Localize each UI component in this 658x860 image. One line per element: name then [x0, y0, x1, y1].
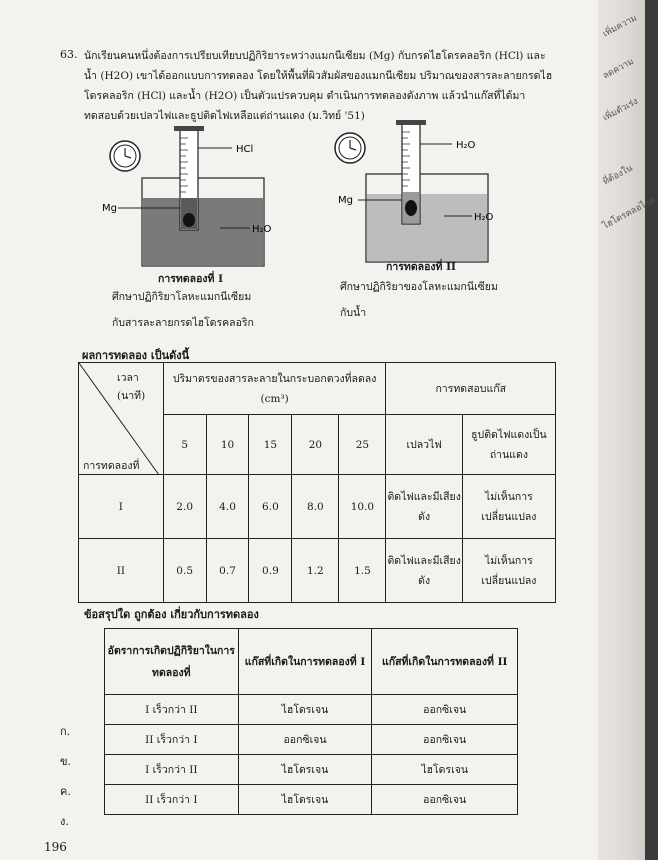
rate-cell: II เร็วกว่า I [105, 785, 239, 815]
h2o-cylinder-label: H₂O [456, 140, 476, 151]
flame-header: เปลวไฟ [386, 415, 462, 475]
table-row [79, 475, 556, 539]
value-cell: 10.0 [339, 475, 386, 539]
exp-cell: II [79, 539, 164, 603]
hcl-label: HCl [236, 144, 254, 155]
gas2-cell: ออกซิเจน [372, 785, 518, 815]
page-number: 196 [44, 840, 67, 854]
gas1-header: แก๊สที่เกิดในการทดลองที่ I [238, 629, 372, 695]
time-10: 10 [206, 415, 249, 475]
question-number: 63. [60, 48, 78, 61]
mg-label: Mg [102, 203, 117, 214]
gas1-cell: ออกซิเจน [238, 725, 372, 755]
time-15: 15 [249, 415, 292, 475]
flame-cell: ติดไฟและมีเสียงดัง [386, 475, 462, 539]
clock-icon [110, 141, 140, 171]
gas2-cell: ออกซิเจน [372, 725, 518, 755]
bleed-text: ไฮโดรคลอไรด [601, 195, 658, 232]
results-table [78, 362, 556, 603]
experiment-1-caption: การทดลองที่ I [158, 273, 223, 285]
mg-label: Mg [338, 195, 353, 206]
prompt-text: ข้อสรุปใด ถูกต้อง เกี่ยวกับการทดลอง [84, 608, 259, 621]
experiment-1-figure [100, 118, 310, 268]
time-25: 25 [339, 415, 386, 475]
answer-table [104, 628, 518, 815]
value-cell: 0.5 [163, 539, 206, 603]
value-cell: 1.5 [339, 539, 386, 603]
results-title: ผลการทดลอง เป็นดังนี้ [82, 349, 190, 362]
table-row [105, 695, 518, 725]
experiment-1-desc-1: ศึกษาปฏิกิริยาโลหะแมกนีเซียม [112, 291, 252, 303]
gas2-header: แก๊สที่เกิดในการทดลองที่ II [372, 629, 518, 695]
beaker-icon [366, 174, 488, 262]
clock-icon [335, 133, 365, 163]
time-20: 20 [292, 415, 339, 475]
choice-label: ค. [60, 785, 71, 798]
value-cell: 2.0 [163, 475, 206, 539]
table-row [105, 785, 518, 815]
rate-header: อัตราการเกิดปฏิกิริยาในการทดลองที่ [105, 629, 239, 695]
time-5: 5 [163, 415, 206, 475]
gas2-cell: ออกซิเจน [372, 695, 518, 725]
value-cell: 0.9 [249, 539, 292, 603]
experiment-2-figure [328, 116, 528, 266]
flame-cell: ติดไฟและมีเสียงดัง [386, 539, 462, 603]
gas1-cell: ไฮโดรเจน [238, 785, 372, 815]
splint-cell: ไม่เห็นการเปลี่ยนแปลง [462, 539, 555, 603]
rate-cell: II เร็วกว่า I [105, 725, 239, 755]
choice-label: ข. [60, 755, 72, 768]
value-cell: 0.7 [206, 539, 249, 603]
rate-cell: I เร็วกว่า II [105, 755, 239, 785]
results-corner-cell [79, 363, 164, 475]
rate-cell: I เร็วกว่า II [105, 695, 239, 725]
time-label-2: (นาที) [117, 390, 146, 402]
next-page-edge [598, 0, 658, 860]
gas1-cell: ไฮโดรเจน [238, 755, 372, 785]
beaker-icon [142, 178, 264, 266]
value-cell: 8.0 [292, 475, 339, 539]
table-row [105, 755, 518, 785]
experiment-1-desc-2: กับสารละลายกรดไฮโดรคลอริก [112, 317, 254, 329]
experiment-2-caption: การทดลองที่ II [386, 261, 456, 273]
splint-cell: ไม่เห็นการเปลี่ยนแปลง [462, 475, 555, 539]
choice-label: ง. [60, 815, 69, 828]
value-cell: 1.2 [292, 539, 339, 603]
question-text: นักเรียนคนหนึ่งต้องการเปรียบเทียบปฏิกิริยาระหว่างแมกนีเซียม (Mg) กับกรดไฮโดรคลอริก (HCl) และน้ำ (H2O) เขาได้ออกแบบการทดลอง โดยให้พื้นที่ผิวสัมผัสของแมกนีเซียม ปริมาณของสารละลายกรดไฮโดรคลอริก (HCl) และน้ำ (H2O) เป็นตัวแปรควบคุม ดำเนินการทดลองดังภาพ แล้วนำแก๊สที่ได้มาทดสอบด้วยเปลวไฟและธูปติดไฟเหลือแต่ถ่านแดง (ม.วิทย์ '51) [84, 50, 553, 122]
value-cell: 6.0 [249, 475, 292, 539]
exp-cell: I [79, 475, 164, 539]
splint-header: ธูปติดไฟแดงเป็นถ่านแดง [462, 415, 555, 475]
experiment-2-desc-2: กับน้ำ [340, 307, 367, 319]
choice-label: ก. [60, 725, 71, 738]
gas-header: การทดสอบแก๊ส [386, 363, 556, 415]
bleed-text: ลดความ [601, 56, 636, 82]
table-row [79, 539, 556, 603]
exp-label: การทดลองที่ [83, 460, 140, 472]
water-label: H₂O [252, 224, 272, 235]
bleed-text: ที่ต้องใน [601, 163, 635, 188]
water-label: H₂O [474, 212, 494, 223]
gas1-cell: ไฮโดรเจน [238, 695, 372, 725]
bleed-text: เพิ่มตัวเร่ง [601, 96, 640, 124]
experiment-2-desc-1: ศึกษาปฏิกิริยาของโลหะแมกนีเซียม [340, 281, 498, 293]
bleed-text: เพิ่มความ [601, 13, 639, 40]
value-cell: 4.0 [206, 475, 249, 539]
table-row [105, 725, 518, 755]
time-label-1: เวลา [117, 372, 139, 384]
volume-header: ปริมาตรของสารละลายในกระบอกตวงที่ลดลง (cm³) [163, 363, 386, 415]
gas2-cell: ไฮโดรเจน [372, 755, 518, 785]
